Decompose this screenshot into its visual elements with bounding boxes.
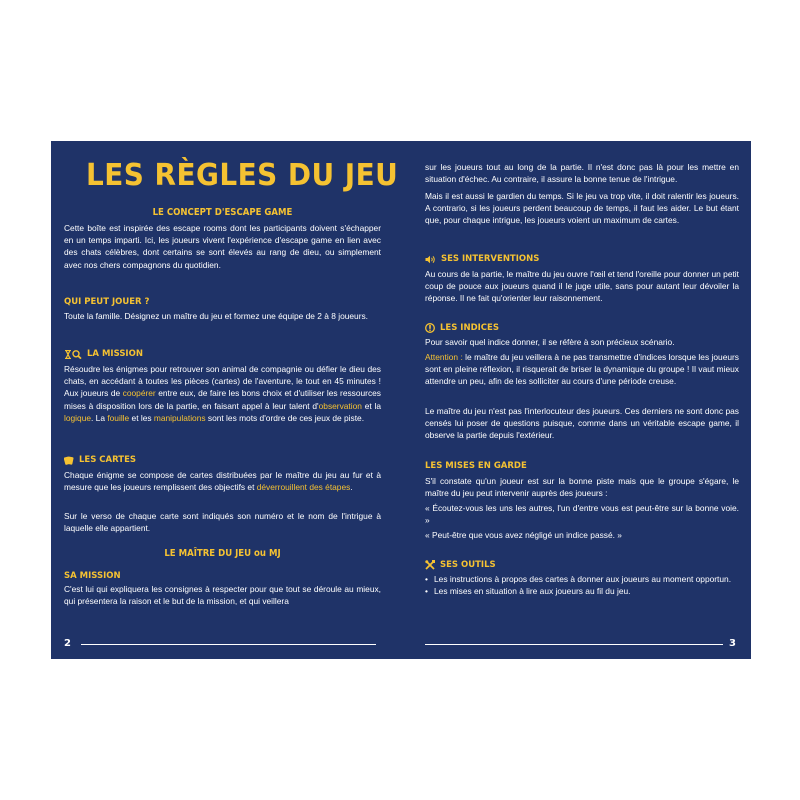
cards-text-verso: Sur le verso de chaque carte sont indiqués son numéro et le nom de l'intrigue à laquelle elle appartient. [64,511,381,534]
cards-heading: LES CARTES [64,455,136,465]
tools-icon [425,560,435,570]
concept-heading: LE CONCEPT D'ESCAPE GAME [152,207,293,218]
concept-text: Cette boîte est inspirée des escape rooms dont les participants doivent s'échapper en un temps imparti. Ici, les joueurs vivent l'expérience d'escape game en lien avec des chats célèbres, dont certains se sont élevés au rang de dieu, ou simplement avec nos chers compagnons du quotidien. [64,223,381,270]
intro-text: sur les joueurs tout au long de la partie. Il n'est donc pas là pour les mettre en situation d'échec. Au contraire, il assure la bonne tenue de l'intrigue. [425,162,739,185]
rulebook-spread [51,141,751,659]
speaker-icon [425,255,436,264]
who-heading: QUI PEUT JOUER ? [64,297,150,307]
cards-text: Chaque énigme se compose de cartes distribuées par le maître du jeu au fur et à mesure que les joueurs remplissent des objectifs et déverrouillent des étapes. [64,470,381,493]
warnings-quote-1: « Écoutez-vous les uns les autres, l'un d'entre vous est peut-être sur la bonne voie. » [425,503,739,526]
list-item: • Les mises en situation à lire aux joueurs au fil du jeu. [425,585,739,597]
list-item: • Les instructions à propos des cartes à donner aux joueurs au moment opportun. [425,573,739,585]
hourglass-magnifier-icon [64,350,82,359]
who-text: Toute la famille. Désignez un maître du jeu et formez une équipe de 2 à 8 joueurs. [64,311,369,321]
interventions-heading: SES INTERVENTIONS [425,254,539,264]
tools-heading: SES OUTILS [425,560,496,570]
interventions-text: Au cours de la partie, le maître du jeu ouvre l'œil et tend l'oreille pour donner un petit coup de pouce aux joueurs quand il le juge utile, sans pour autant leur dévoiler la réponse. Il ne fait qu'orienter leur raisonnement. [425,269,739,304]
hints-text: Pour savoir quel indice donner, il se réfère à son précieux scénario. [425,337,675,347]
tools-list [425,573,739,597]
hints-attention-text: Attention : le maître du jeu veillera à ne pas transmettre d'indices lorsque les joueurs sont en pleine réflexion, il risquerait de briser la dynamique du groupe ! Il vaut mieux attendre un peu, afin de les solliciter au cours d'une période creuse. [425,352,739,387]
warnings-text: S'il constate qu'un joueur est sur la bonne piste mais que le groupe s'égare, le maître du jeu peut intervenir auprès des joueurs : [425,476,739,499]
mission-heading: LA MISSION [64,349,143,359]
footer-divider-left [81,644,376,645]
cards-icon [64,456,74,465]
hints-heading: LES INDICES [425,323,499,333]
hints-observer-text: Le maître du jeu n'est pas l'interlocuteur des joueurs. Ces derniers ne sont donc pas censés lui poser de questions puisque, comme dans un véritable escape game, il observe la partie depuis l'extérieur. [425,406,739,441]
warnings-heading: LES MISES EN GARDE [425,461,527,471]
page-number-left: 2 [64,638,71,649]
mission-text: Résoudre les énigmes pour retrouver son animal de compagnie ou défier le dieu des chats, en accédant à toutes les pièces (cartes) de l'aventure, le tout en 45 minutes ! Aux joueurs de coopérer entre eux, de faire les bons choix et d'utiliser les ressources mises à disposition lors de la partie, en faisant appel à leur talent d'observation et la logique. La fouille et les manipulations sont les mots d'ordre de ces jeux de piste. [64,364,381,423]
lightbulb-icon [425,323,435,333]
master-heading: LE MAÎTRE DU JEU ou MJ [164,548,281,559]
warnings-quote-2: « Peut-être que vous avez négligé un indice passé. » [425,530,622,540]
his-mission-text: C'est lui qui expliquera les consignes à respecter pour que tout se déroule au mieux, qui présentera la raison et le but de la mission, et qui veillera [64,584,381,607]
his-mission-heading: SA MISSION [64,571,121,581]
page-title: LES RÈGLES DU JEU [86,158,399,193]
intro-text-time: Mais il est aussi le gardien du temps. Si le jeu va trop vite, il doit ralentir les joueurs. A contrario, si les joueurs perdent beaucoup de temps, il faut les aider. Le but étant que, pour chaque intrigue, les joueurs voient un maximum de cartes. [425,191,739,226]
footer-divider-right [425,644,723,645]
page-number-right: 3 [729,638,736,649]
